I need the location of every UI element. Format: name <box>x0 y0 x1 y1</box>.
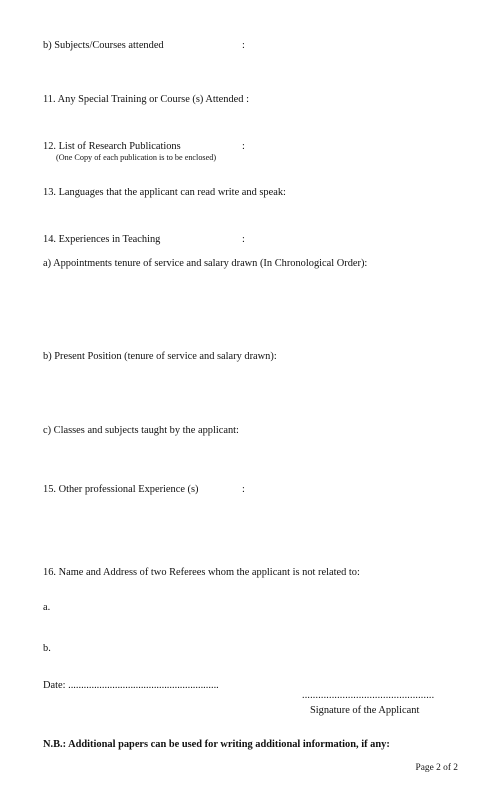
referees-label: 16. Name and Address of two Referees whom the applicant is not related to: <box>43 567 360 578</box>
research-publications-colon: : <box>242 141 245 152</box>
appointments-label: a) Appointments tenure of service and salary drawn (In Chronological Order): <box>43 258 368 269</box>
special-training-label: 11. Any Special Training or Course (s) Attended : <box>43 94 249 105</box>
languages-label: 13. Languages that the applicant can read write and speak: <box>43 187 286 198</box>
publication-note: (One Copy of each publication is to be enclosed) <box>56 153 217 162</box>
referee-b-label: b. <box>43 643 51 654</box>
signature-label: Signature of the Applicant <box>310 705 420 716</box>
classes-subjects-label: c) Classes and subjects taught by the applicant: <box>43 425 239 436</box>
other-experience-colon: : <box>242 484 245 495</box>
date-line: Date: .......................................................... <box>43 680 219 691</box>
page-number: Page 2 of 2 <box>415 763 458 773</box>
experiences-teaching-colon: : <box>242 234 245 245</box>
subjects-courses-colon: : <box>242 40 245 51</box>
other-experience-label: 15. Other professional Experience (s) <box>43 484 199 495</box>
subjects-courses-label: b) Subjects/Courses attended <box>43 40 164 51</box>
referee-a-label: a. <box>43 602 51 613</box>
present-position-label: b) Present Position (tenure of service and salary drawn): <box>43 351 277 362</box>
research-publications-label: 12. List of Research Publications <box>43 141 181 152</box>
nb-note: N.B.: Additional papers can be used for writing additional information, if any: <box>43 739 390 750</box>
signature-dotted-line: ................................................. <box>302 690 435 701</box>
experiences-teaching-label: 14. Experiences in Teaching <box>43 234 161 245</box>
